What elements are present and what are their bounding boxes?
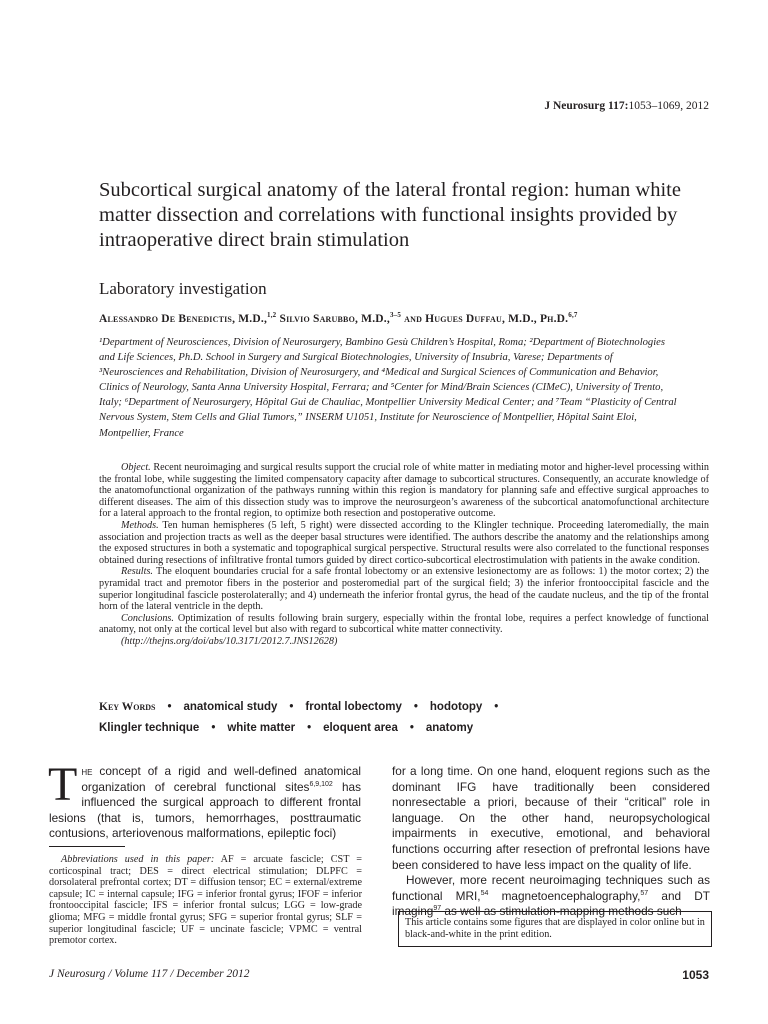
- body-text: has influenced the surgical approach to different frontal lesions (that is, tumors, hemorrhages, posttraumatic contusions, arteriovenous malformations, epileptic foci): [49, 779, 361, 841]
- article-title: Subcortical surgical anatomy of the lateral frontal region: human white matter dissection and correlations with functional insights provided by intraoperative direct brain stimulation: [99, 179, 681, 251]
- keyword: white matter: [227, 722, 296, 734]
- body-column-left: [48, 758, 361, 842]
- author-name: Alessandro De Benedictis, M.D.,: [99, 313, 268, 325]
- citation-ref: 57: [640, 889, 649, 897]
- bullet-separator: •: [494, 701, 499, 713]
- abstract-text: The eloquent boundaries crucial for a safe frontal lobectomy or an extensive lesionectomy are as follows: 1) the motor cortex; 2) the pyramidal tract and premotor fibers in the posterior and posteromedial part of the surgical field; 3) the inferior frontooccipital fascicle and the superior longitudinal fascicle posterolaterally; and 4) underneath the inferior frontal gyrus, the head of the caudate nucleus, and the tip of the frontal horn of the lateral ventricle in the depth.: [99, 566, 709, 613]
- author-list: [99, 313, 578, 325]
- abstract: [99, 462, 709, 648]
- abstract-text: Optimization of results following brain surgery, especially within the frontal lobe, requires a perfect knowledge of functional anatomy, not only at the cortical level but also with regard to subcortical white matter connectivity.: [99, 612, 709, 636]
- bullet-separator: •: [413, 701, 418, 713]
- keyword: hodotopy: [429, 701, 483, 713]
- abstract-object: [99, 462, 709, 520]
- body-column-right: [392, 764, 710, 920]
- bullet-separator: •: [409, 722, 414, 734]
- abstract-text: Ten human hemispheres (5 left, 5 right) were dissected according to the Klingler technique. Proceeding lateromedially, the main association and projection tracts as well as the deeper basal structures were identified. The authors describe the anatomy and the relationships among the exposed structures in both a systematic and topographical surgical perspective. Structural results were also correlated to the functional responses obtained during resections of infiltrative frontal tumors guided by direct cortico-subcortical electrostimulation with patients in the awake condition.: [99, 519, 709, 566]
- body-paragraph: for a long time. On one hand, eloquent regions such as the dominant IFG have traditionally been considered nonresectable a priori, because of their “critical” role in language. On the other hand, neuropsychological impairments in executive, emotional, and behavioral functions occurring after resection of prefrontal lesions have been considered to have less impact on the quality of life.: [392, 764, 710, 872]
- abstract-conclusions: [99, 613, 709, 636]
- author-affiliation-marker: 6,7: [568, 311, 578, 320]
- author-name: Hugues Duffau, M.D., Ph.D.: [425, 313, 569, 325]
- color-figures-note: This article contains some figures that are displayed in color online but in black-and-white in the print edition.: [398, 911, 712, 947]
- author-conjunction: and: [404, 313, 423, 325]
- abbreviations-footnote: [49, 854, 362, 947]
- keyword: Klingler technique: [99, 722, 200, 734]
- affiliations: ¹Department of Neurosciences, Division of Neurosurgery, Bambino Gesù Children’s Hospital, Roma; ²Department of Biotechnologies and Life Sciences, Ph.D. School in Surgery and Surgical Biotechnologies, University of Insubria, Varese; Departments of ³Neurosciences and Rehabilitation, Division of Neurosurgery, and ⁴Medical and Surgical Sciences of Communication and Behavior, Clinics of Neurology, Santa Anna University Hospital, Ferrara; and ⁵Center for Mind/Brain Sciences (CIMeC), University of Trento, Italy; ⁶Department of Neurosurgery, Hôpital Gui de Chauliac, Montpellier University Medical Center; and ⁷Team “Plasticity of Central Nervous System, Stem Cells and Glial Tumors,” INSERM U1051, Institute for Neuroscience of Montpellier, Hôpital Saint Eloi, Montpellier, France: [99, 337, 677, 439]
- journal-citation: [544, 100, 709, 112]
- author-affiliation-marker: 3–5: [389, 311, 402, 320]
- author-affiliation-marker: 1,2: [267, 311, 277, 320]
- journal-name: J Neurosurg: [544, 100, 606, 112]
- abstract-results: [99, 566, 709, 612]
- keywords-line-2: [99, 718, 699, 739]
- bullet-separator: •: [307, 722, 312, 734]
- body-text: However, more recent neuroimaging techniques such as functional MRI,: [392, 873, 710, 903]
- abstract-label: Methods.: [121, 519, 159, 531]
- footer-journal: J Neurosurg / Volume 117 / December 2012: [49, 968, 250, 980]
- citation-ref: 54: [480, 889, 489, 897]
- keywords-line-1: [99, 697, 699, 718]
- drop-cap: T: [48, 758, 78, 811]
- journal-volume: 117:: [608, 100, 629, 112]
- bullet-separator: •: [167, 701, 172, 713]
- body-text: as well as stimulation-mapping methods such: [441, 904, 682, 919]
- body-text: and DT imaging: [392, 888, 710, 919]
- abstract-label: Conclusions.: [121, 612, 174, 624]
- article-type: Laboratory investigation: [99, 279, 267, 298]
- doi-link[interactable]: (http://thejns.org/doi/abs/10.3171/2012.7.JNS12628): [121, 635, 338, 647]
- bullet-separator: •: [211, 722, 216, 734]
- citation-ref: 97: [433, 905, 442, 913]
- abstract-doi[interactable]: [99, 636, 709, 648]
- abstract-methods: [99, 520, 709, 566]
- author-name: Silvio Sarubbo, M.D.,: [279, 313, 390, 325]
- keyword: anatomy: [425, 722, 474, 734]
- citation-ref: 6,9,102: [309, 780, 333, 788]
- abstract-label: Results.: [121, 566, 153, 578]
- journal-pages-year: 1053–1069, 2012: [628, 100, 709, 112]
- body-text: magnetoencephalography,: [488, 888, 641, 903]
- keyword: eloquent area: [323, 722, 398, 734]
- footnote-label: Abbreviations used in this paper:: [61, 854, 215, 865]
- page-number: 1053: [682, 968, 709, 982]
- keywords: [99, 697, 699, 739]
- keyword: frontal lobectomy: [305, 701, 402, 713]
- lead-in: he: [81, 764, 93, 778]
- bullet-separator: •: [289, 701, 294, 713]
- abstract-text: Recent neuroimaging and surgical results support the crucial role of white matter in mediating motor and higher-level processing within the frontal lobe, while suggesting the limited compensatory capacity after damage to subcortical structures. Consequently, an accurate knowledge of the anatomofunctional organization of the pathways running within this region is mandatory for planning safe and effective surgical approaches to different diseases. The aim of this dissection study was to improve the neurosurgeon’s awareness of the subcortical anatomofunctional architecture for a lateral approach to the frontal region, to optimize both resection and postoperative outcome.: [99, 462, 709, 520]
- keyword: anatomical study: [183, 701, 278, 713]
- keywords-label: Key Words: [99, 701, 156, 713]
- footnote-rule: [49, 846, 125, 847]
- body-text: concept of a rigid and well-defined anatomical organization of cerebral functional sites: [81, 764, 361, 794]
- footnote-text: AF = arcuate fascicle; CST = corticospinal tract; DES = direct electrical stimulation; DLPFC = dorsolateral prefrontal cortex; DT = diffusion tensor; EC = external/extreme capsule; IC = internal capsule; IFG = inferior frontal gyrus; IFOF = inferior frontooccipital fascicle; IFS = inferior frontal sulcus; LGG = low-grade glioma; MFG = middle frontal gyrus; SFG = superior frontal gyrus; SLF = superior longitudinal fascicle; UF = uncinate fascicle; VPMC = ventral premotor cortex.: [49, 854, 362, 947]
- abstract-label: Object.: [121, 462, 151, 473]
